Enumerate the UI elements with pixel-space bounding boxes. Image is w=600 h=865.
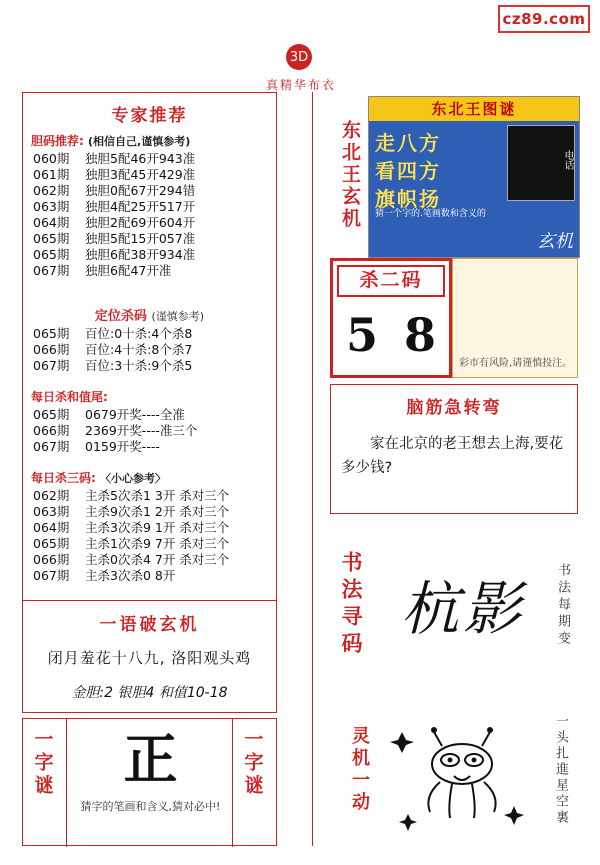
list-item [33, 552, 276, 568]
dailythree-title-label: 每日杀三码: [31, 471, 96, 485]
row-issue: 060期 [33, 151, 70, 166]
row-text: 主杀3次杀9 1开 杀对三个 [85, 520, 230, 535]
row-issue: 064期 [33, 215, 70, 230]
row-issue: 065期 [33, 536, 70, 551]
zimi-left-label: 一字谜 [31, 729, 54, 798]
brain-teaser-question: 家在北京的老王想去上海,要花多少钱? [341, 436, 564, 476]
row-text: 独胆5配15开057准 [85, 231, 196, 246]
logo-subtitle: 真精华布衣 [265, 78, 336, 92]
killcode-title [23, 305, 276, 324]
brain-teaser-panel [330, 384, 578, 514]
cartoon-panel [330, 696, 578, 846]
row-issue: 066期 [33, 423, 70, 438]
row-text: 独胆5配46开943准 [85, 151, 196, 166]
row-issue: 067期 [33, 263, 70, 278]
dongbeiwang-line1: 走八方 [375, 131, 441, 155]
riddle-values: 金胆:2 银胆4 和值10-18 [71, 685, 228, 701]
row-text: 独胆3配45开429准 [85, 167, 196, 182]
zimi-note: 猜字的笔画和含义,猜对必中! [80, 800, 221, 813]
riddle-title: 一语破玄机 [99, 615, 200, 635]
list-item [33, 439, 276, 455]
row-text: 主杀3次杀0 8开 [85, 568, 176, 583]
calligraphy-panel [330, 520, 578, 690]
list-item [33, 504, 276, 520]
row-text: 主杀9次杀1 2开 杀对三个 [85, 504, 230, 519]
row-issue: 067期 [33, 568, 70, 583]
killcode-rows [33, 326, 276, 374]
row-text: 0159开奖---- [85, 439, 160, 454]
list-item [33, 231, 276, 247]
brain-teaser-title: 脑筋急转弯 [406, 398, 502, 418]
expert-rows [33, 151, 276, 279]
expert-subhead-label: 胆码推荐: [31, 134, 84, 148]
list-item [33, 215, 276, 231]
row-issue: 067期 [33, 439, 70, 454]
dongbeiwang-side-label: 东北王玄机 [339, 120, 361, 230]
kill-two-title: 杀二码 [337, 265, 445, 297]
row-text: 主杀1次杀9 7开 杀对三个 [85, 536, 230, 551]
row-issue: 067期 [33, 358, 70, 373]
zimi-left-label-cell [23, 719, 67, 847]
zimi-character: 正 [123, 728, 178, 791]
list-item [33, 358, 276, 374]
kill-two-side-panel [452, 258, 578, 378]
row-text: 2369开奖----准三个 [85, 423, 198, 438]
riddle-panel [22, 600, 277, 713]
dongbeiwang-banner: 东北王图谜 [369, 97, 579, 121]
dailythree-title [31, 469, 276, 486]
calligraphy-art: 杭影 [400, 575, 525, 643]
row-issue: 062期 [33, 488, 70, 503]
row-text: 主杀0次杀4 7开 杀对三个 [85, 552, 230, 567]
expert-title: 专家推荐 [111, 106, 188, 126]
zimi-right-label: 一字谜 [241, 729, 264, 798]
list-item [33, 488, 276, 504]
list-item [33, 167, 276, 183]
row-issue: 063期 [33, 504, 70, 519]
row-text: 独胆4配25开517开 [85, 199, 196, 214]
list-item [33, 263, 276, 279]
row-text: 百位:3十杀:9个杀5 [85, 358, 193, 373]
kill-two-numbers [333, 297, 449, 373]
page-header [0, 0, 600, 92]
risk-note: 彩市有风险,请谨慎投注。 [459, 358, 573, 369]
row-text: 百位:4十杀:8个杀7 [85, 342, 193, 357]
killcode-title-label: 定位杀码 [94, 309, 147, 324]
calligraphy-label: 书法寻码 [339, 551, 363, 659]
row-issue: 063期 [33, 199, 70, 214]
row-text: 独胆6配38开934准 [85, 247, 196, 262]
kill-two-number-2: 8 [403, 308, 436, 362]
list-item [33, 247, 276, 263]
row-issue: 062期 [33, 183, 70, 198]
phone-label: 电话 [562, 150, 573, 170]
zimi-center-cell [67, 719, 234, 847]
list-item [33, 536, 276, 552]
row-issue: 065期 [33, 231, 70, 246]
riddle-line: 闭月羞花十八九, 洛阳观头鸡 [47, 649, 252, 667]
cartoon-label: 灵机一动 [349, 726, 370, 814]
kill-two-number-1: 5 [345, 308, 378, 362]
cartoon-illustration-icon [382, 702, 542, 842]
cartoon-right-label: 一头扎進星空裏 [553, 714, 568, 826]
dailythree-title-note: 〈小心参考〉 [100, 472, 166, 485]
expert-subhead [31, 132, 276, 149]
list-item [33, 520, 276, 536]
logo-icon: 3D [286, 44, 312, 70]
row-text: 主杀5次杀1 3开 杀对三个 [85, 488, 230, 503]
dongbeiwang-image [368, 96, 580, 258]
row-issue: 065期 [33, 247, 70, 262]
killcode-title-note: (谨慎参考) [151, 310, 205, 323]
dailykill-rows [33, 407, 276, 455]
list-item [33, 199, 276, 215]
expert-subhead-note: (相信自己,谨慎参考) [88, 135, 191, 148]
dailythree-rows [33, 488, 276, 584]
row-issue: 065期 [33, 407, 70, 422]
row-issue: 064期 [33, 520, 70, 535]
dailykill-title: 每日杀和值尾: [31, 390, 108, 404]
site-badge: cz89.com [498, 5, 590, 33]
list-item [33, 423, 276, 439]
row-issue: 066期 [33, 552, 70, 567]
kill-two-panel [330, 258, 452, 378]
left-panel [22, 92, 277, 632]
list-item [33, 183, 276, 199]
row-text: 独胆6配47开准 [85, 263, 172, 278]
row-text: 独胆2配69开604开 [85, 215, 196, 230]
row-issue: 061期 [33, 167, 70, 182]
row-text: 百位:0十杀:4个杀8 [85, 326, 193, 341]
row-text: 独胆0配67开294错 [85, 183, 196, 198]
zimi-panel [22, 718, 277, 846]
list-item [33, 342, 276, 358]
dongbeiwang-line2: 看四方 [375, 159, 441, 183]
dongbeiwang-line3: 旗帜扬 [375, 187, 441, 211]
list-item [33, 151, 276, 167]
list-item [33, 568, 276, 584]
zimi-right-label-cell [232, 719, 276, 847]
row-issue: 066期 [33, 342, 70, 357]
column-divider [312, 92, 313, 846]
row-text: 0679开奖----全准 [85, 407, 185, 422]
list-item [33, 407, 276, 423]
list-item [33, 326, 276, 342]
row-issue: 065期 [33, 326, 70, 341]
dongbeiwang-smalltext: 猜一个字的.笔画数和含义的 [375, 209, 486, 219]
dongbeiwang-signature: 玄机 [537, 231, 573, 252]
calligraphy-right-label: 书法每期变 [555, 562, 570, 648]
